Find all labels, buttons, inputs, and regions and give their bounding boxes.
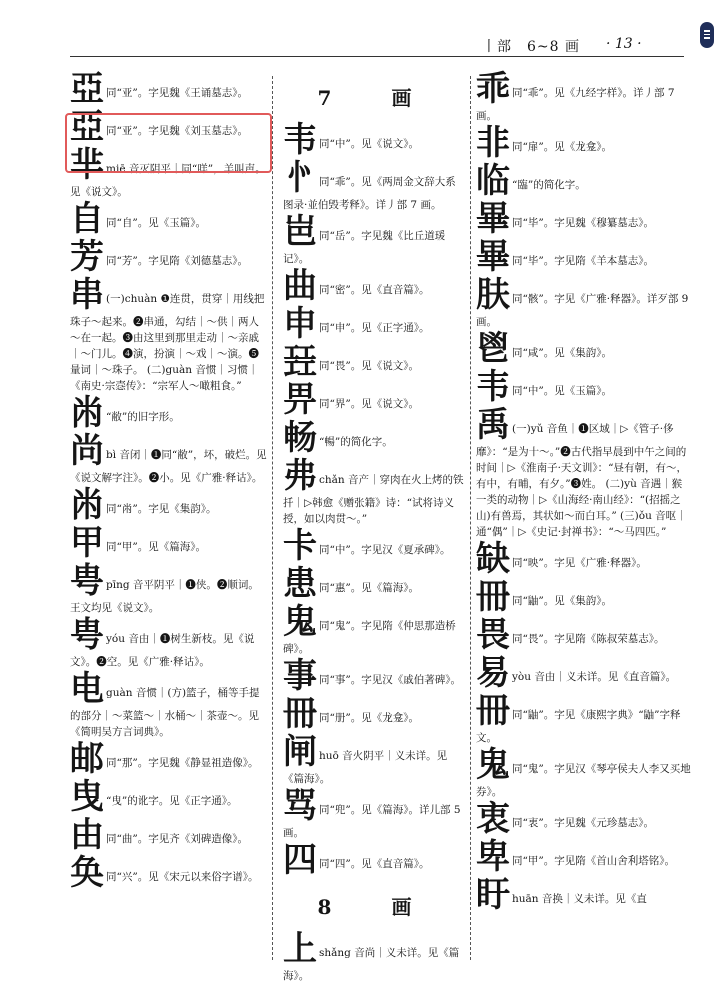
entry-gloss: 同“毕”。字见魏《穆纂墓志》。	[512, 217, 654, 229]
entry-headword: 冊	[476, 691, 510, 731]
dictionary-entry	[70, 432, 268, 486]
entry-gloss: “臨”的简化字。	[512, 179, 586, 191]
dictionary-entry	[476, 70, 691, 124]
dictionary-entry	[476, 746, 691, 800]
entry-gloss: huān 音换｜义未详。见《直	[512, 893, 647, 905]
entry-gloss: 同“册”。见《龙龛》。	[319, 712, 419, 724]
entry-gloss: 同“兴”。见《宋元以来俗字谱》。	[106, 871, 259, 883]
entry-gloss: 同“中”。见《玉篇》。	[512, 385, 612, 397]
entry-gloss: 同“鼬”。字见《康熙字典》“鼬”字释文。	[476, 709, 681, 744]
section-heading-8: 8 画	[317, 895, 432, 919]
entry-headword: 冊	[476, 577, 510, 617]
entry-headword: 由	[70, 815, 104, 855]
entry-gloss: 同“鬼”。字见汉《琴亭侯夫人李又买地券》。	[476, 763, 691, 798]
dictionary-entry	[476, 276, 691, 330]
entry-gloss: yòu 音由｜义未详。见《直音篇》。	[512, 671, 677, 683]
entry-gloss: chǎn 音产｜穿肉在火上烤的铁扦｜▷韩愈《赠张籍》诗：“试将诗义授，如以肉贯～。”	[283, 474, 464, 525]
dictionary-entry	[283, 381, 466, 419]
entry-gloss: 同“㡀”。字见《集韵》。	[106, 503, 217, 515]
dictionary-entry	[70, 616, 268, 670]
dictionary-entry	[283, 267, 466, 305]
entry-gloss: 同“亚”。字见魏《王诵墓志》。	[106, 87, 248, 99]
entry-headword: 韦	[476, 367, 510, 407]
dictionary-entry	[70, 778, 268, 816]
dictionary-entry	[283, 159, 466, 213]
entry-headword: 甹	[70, 615, 104, 655]
entry-headword: 㡀	[70, 393, 104, 433]
entry-gloss: miē 音灭阴平｜同“咩”，羊叫声。见《说文》。	[70, 163, 266, 198]
dictionary-entry	[476, 838, 691, 876]
header-rule	[70, 56, 684, 57]
entry-gloss: 同“鼬”。见《集韵》。	[512, 595, 612, 607]
entry-headword: 亞	[70, 69, 104, 109]
entry-gloss: 同“事”。字见汉《戚伯著碑》。	[319, 674, 461, 686]
entry-headword: 岜	[283, 212, 317, 252]
dictionary-entry	[283, 457, 466, 527]
dictionary-entry	[283, 419, 466, 457]
entry-gloss: 同“申”。见《正字通》。	[319, 322, 430, 334]
entry-gloss: 同“自”。见《玉篇》。	[106, 217, 206, 229]
entry-gloss: 同“畏”。字见隋《陈叔荣墓志》。	[512, 633, 665, 645]
dictionary-entry	[476, 124, 691, 162]
column-divider	[272, 76, 273, 960]
dictionary-entry	[283, 695, 466, 733]
entry-gloss: 同“骸”。字见《广雅·释器》。详歹部 9 画。	[476, 293, 689, 328]
entry-headword: 畢	[476, 237, 510, 277]
section-heading-7: 7 画	[317, 86, 432, 110]
dictionary-entry	[283, 213, 466, 267]
column-left	[70, 70, 268, 892]
entry-headword: 弗	[283, 456, 317, 496]
entry-gloss: 同“曲”。字见齐《刘碑造像》。	[106, 833, 248, 845]
entry-headword: 奂	[70, 853, 104, 893]
entry-headword: 四	[283, 840, 317, 880]
dictionary-entry	[283, 657, 466, 695]
entry-headword: 电	[70, 669, 104, 709]
entry-headword: 尚	[70, 431, 104, 471]
entry-gloss: 同“咸”。见《集韵》。	[512, 347, 612, 359]
dictionary-entry	[476, 200, 691, 238]
entry-gloss: “敝”的旧字形。	[106, 411, 180, 423]
entry-gloss: 同“中”。见《说文》。	[319, 138, 419, 150]
entry-gloss: yóu 音由｜❶树生新枝。见《说文》。❷空。见《广雅·释诂》。	[70, 633, 255, 668]
entry-headword: 事	[283, 656, 317, 696]
entry-headword: 盱	[476, 875, 510, 915]
entry-headword: 亞	[70, 107, 104, 147]
entry-headword: 畅	[283, 418, 317, 458]
dictionary-entry	[283, 527, 466, 565]
entry-headword: 芳	[70, 237, 104, 277]
entry-gloss: 同“界”。见《说文》。	[319, 398, 419, 410]
dictionary-entry	[70, 238, 268, 276]
entry-gloss: 同“衷”。字见魏《元珍墓志》。	[512, 817, 654, 829]
dictionary-entry	[283, 305, 466, 343]
entry-gloss: 同“毕”。字见隋《羊本墓志》。	[512, 255, 654, 267]
entry-headword: 㠭	[283, 342, 317, 382]
entry-headword: 畀	[283, 380, 317, 420]
dictionary-entry	[476, 692, 691, 746]
page-number: · 13 ·	[606, 36, 642, 52]
entry-gloss: huō 音火阴平｜义未详。见《篇海》。	[283, 750, 448, 785]
entry-headword: 肤	[476, 275, 510, 315]
dictionary-entry	[476, 540, 691, 578]
dictionary-entry	[70, 394, 268, 432]
dictionary-entry	[283, 930, 466, 984]
entry-headword: 曳	[70, 777, 104, 817]
entry-headword: 邮	[70, 739, 104, 779]
menu-icon[interactable]	[700, 22, 714, 48]
entry-headword: 非	[476, 123, 510, 163]
entry-gloss: 同“乖”。见《两周金文辞大系图录·並伯毁考释》。详丿部 7 画。	[283, 176, 456, 211]
entry-gloss: 同“芳”。字见隋《刘德墓志》。	[106, 255, 248, 267]
entry-headword: 鬼	[283, 602, 317, 642]
entry-gloss: “暢”的简化字。	[319, 436, 393, 448]
dictionary-entry	[476, 406, 691, 540]
entry-gloss: 同“甲”。字见隋《首山舍利塔铭》。	[512, 855, 675, 867]
dictionary-entry	[476, 654, 691, 692]
entry-headword: 衷	[476, 799, 510, 839]
entry-headword: 鬼	[476, 745, 510, 785]
entry-headword: 冊	[283, 694, 317, 734]
dictionary-entry	[476, 330, 691, 368]
entry-headword: 患	[283, 564, 317, 604]
entry-headword: 卡	[283, 526, 317, 566]
dictionary-entry	[283, 787, 466, 841]
dictionary-entry	[70, 740, 268, 778]
section-label: 丨部 6~8 画	[482, 39, 580, 55]
entry-gloss: (一)yǔ 音鱼｜❶区域｜▷《管子·侈靡》：“是为十～。”❷古代指早晨到中午之间的时间｜▷《淮南子·天文训》：“昼有朝，有～，有中，有晡，有夕。”❸姓。 (二)yù 音遇｜猴一类的动物｜▷《山海经·南山经》：“(招摇之山)有兽焉，其状如～而白耳。” (三)ǒu 音呕｜通“偶”｜▷《史记·封禅书》：“～马四匹。”	[476, 423, 688, 538]
dictionary-entry	[476, 238, 691, 276]
entry-headword: 骂	[283, 786, 317, 826]
entry-gloss: 同“甲”。见《篇海》。	[106, 541, 206, 553]
dictionary-entry	[476, 616, 691, 654]
entry-gloss: 同“岳”。字见魏《比丘道瑗记》。	[283, 230, 446, 265]
entry-gloss: pīng 音平阴平｜❶侠。❷顺词。王文均见《说文》。	[70, 579, 259, 614]
entry-headword: 韦	[283, 120, 317, 160]
column-middle	[283, 70, 466, 984]
entry-gloss: guàn 音惯｜(方)篮子，桶等手提的部分｜～菜篮～｜水桶～｜茶壶～。见《简明吴方言词典》。	[70, 687, 260, 738]
dictionary-entry	[283, 343, 466, 381]
column-divider	[470, 76, 471, 960]
entry-headword: 闸	[283, 732, 317, 772]
dictionary-entry	[283, 565, 466, 603]
entry-headword: 易	[476, 653, 510, 693]
entry-headword: 㣺	[283, 158, 317, 198]
entry-headword: 串	[70, 275, 104, 315]
dictionary-entry	[283, 603, 466, 657]
dictionary-entry	[283, 733, 466, 787]
entry-gloss: 同“映”。字见《广雅·释器》。	[512, 557, 647, 569]
dictionary-entry	[70, 816, 268, 854]
entry-gloss: 同“中”。字见汉《夏承碑》。	[319, 544, 451, 556]
entry-gloss: 同“扉”。见《龙龛》。	[512, 141, 612, 153]
entry-headword: 畏	[476, 615, 510, 655]
dictionary-entry	[476, 162, 691, 200]
dictionary-entry	[476, 800, 691, 838]
entry-gloss: 同“密”。见《直音篇》。	[319, 284, 430, 296]
entry-headword: 乖	[476, 69, 510, 109]
entry-headword: 畢	[476, 199, 510, 239]
entry-gloss: 同“乖”。见《九经字样》。详丿部 7 画。	[476, 87, 675, 122]
dictionary-entry	[476, 876, 691, 914]
entry-gloss: (一)chuàn ❶连贯，贯穿｜用线把珠子～起来。❷串通，勾结｜～供｜两人～在一起。❸由这里到那里走动｜～亲戚｜～门儿。❹演，扮演｜～戏｜～演。❺量词｜～珠子。 (二)guàn 音惯｜习惯｜《南史·宗悫传》：“宗军人～噉粗食。”	[70, 293, 265, 392]
dictionary-entry	[283, 841, 466, 879]
entry-gloss: 同“四”。见《直音篇》。	[319, 858, 430, 870]
dictionary-entry	[70, 486, 268, 524]
entry-headword: 曲	[283, 266, 317, 306]
dictionary-entry	[70, 70, 268, 108]
entry-gloss: 同“惠”。见《篇海》。	[319, 582, 419, 594]
entry-headword: 鬯	[476, 329, 510, 369]
entry-headword: 芈	[70, 145, 104, 185]
entry-headword: 自	[70, 199, 104, 239]
dictionary-entry	[70, 200, 268, 238]
entry-headword: 申	[283, 304, 317, 344]
dictionary-entry	[476, 368, 691, 406]
dictionary-entry	[70, 276, 268, 394]
dictionary-entry	[70, 670, 268, 740]
dictionary-entry	[283, 121, 466, 159]
entry-headword: 上	[283, 929, 317, 969]
entry-headword: 甹	[70, 561, 104, 601]
entry-gloss: “曳”的讹字。见《正字通》。	[106, 795, 238, 807]
entry-gloss: shǎng 音尚｜义未详。见《篇海》。	[283, 947, 460, 982]
entry-gloss: bì 音闭｜❶同“敝”，坏，破烂。见《说文解字注》。❷小。见《广雅·释诂》。	[70, 449, 267, 484]
entry-gloss: 同“兜”。见《篇海》。详儿部 5 画。	[283, 804, 461, 839]
dictionary-entry	[70, 854, 268, 892]
column-right	[476, 70, 691, 914]
dictionary-entry	[70, 562, 268, 616]
entry-headword: 缺	[476, 539, 510, 579]
entry-gloss: 同“畏”。见《说文》。	[319, 360, 419, 372]
dictionary-entry	[70, 524, 268, 562]
selection-highlight	[65, 113, 272, 173]
entry-headword: 临	[476, 161, 510, 201]
entry-gloss: 同“亚”。字见魏《刘玉墓志》。	[106, 125, 248, 137]
entry-headword: 禹	[476, 405, 510, 445]
entry-headword: 卑	[476, 837, 510, 877]
entry-gloss: 同“鬼”。字见隋《仲思那造桥碑》。	[283, 620, 456, 655]
page-header	[0, 0, 720, 60]
dictionary-entry	[476, 578, 691, 616]
entry-gloss: 同“那”。字见魏《静显祖造像》。	[106, 757, 259, 769]
entry-headword: 㡀	[70, 485, 104, 525]
entry-headword: 甲	[70, 523, 104, 563]
